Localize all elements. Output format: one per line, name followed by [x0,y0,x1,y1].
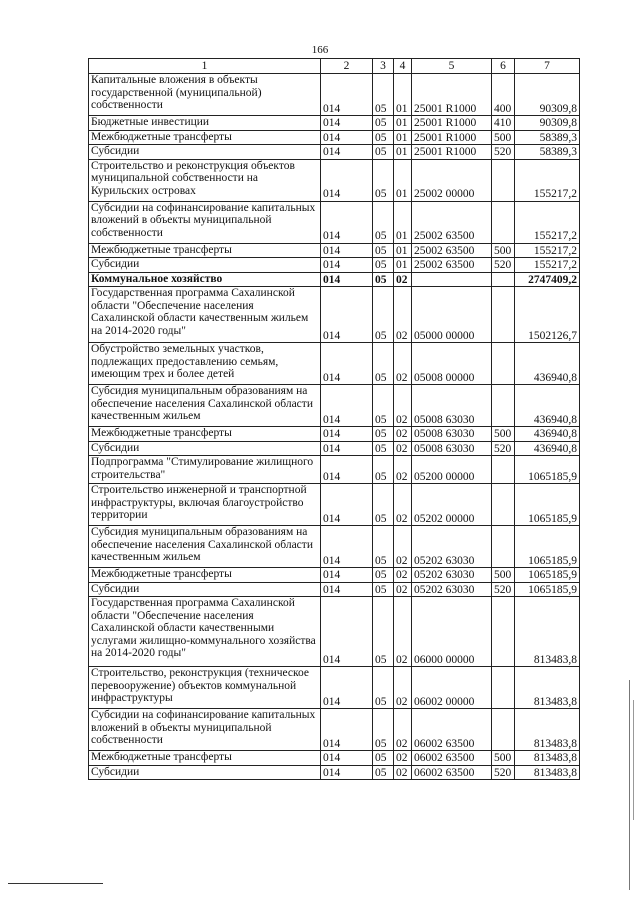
table-row [89,427,580,442]
target-article-code: 05202 63030 [412,582,492,597]
row-name: Государственная программа Сахалинской области "Обеспечение населения Сахалинской области качественными услугами жилищно-коммунального хозяйства на 2014-2020 годы" [89,597,321,667]
target-article-code: 05008 00000 [412,343,492,385]
row-name: Субсидии [89,145,321,160]
subsection-code: 02 [394,751,412,766]
row-name: Строительство и реконструкция объектов муниципальной собственности на Курильских островах [89,159,321,201]
section-code: 05 [373,709,394,751]
expense-type-code: 500 [492,130,515,145]
section-code: 05 [373,159,394,201]
grbs-code: 014 [321,427,373,442]
table-row [89,582,580,597]
section-code: 05 [373,456,394,484]
expense-type-code: 500 [492,568,515,583]
row-name: Строительство инженерной и транспортной инфраструктуры, включая благоустройство территории [89,484,321,526]
expense-type-code [492,159,515,201]
row-name: Субсидии [89,441,321,456]
table-row [89,568,580,583]
grbs-code: 014 [321,243,373,258]
subsection-code: 02 [394,709,412,751]
amount: 58389,3 [515,130,580,145]
amount: 813483,8 [515,751,580,766]
table-row [89,201,580,243]
expense-type-code: 520 [492,765,515,780]
target-article-code: 25002 63500 [412,258,492,273]
header-col-7: 7 [515,59,580,74]
table-row [89,159,580,201]
target-article-code: 06002 63500 [412,751,492,766]
amount: 436940,8 [515,385,580,427]
row-name: Субсидия муниципальным образованиям на обеспечение населения Сахалинской области качественным жильем [89,385,321,427]
subsection-code: 02 [394,385,412,427]
expense-type-code [492,526,515,568]
amount: 90309,8 [515,74,580,116]
target-article-code: 25001 R1000 [412,116,492,131]
page-number: 166 [311,44,329,56]
header-row [89,59,580,74]
expense-type-code: 500 [492,751,515,766]
subsection-code: 02 [394,568,412,583]
subsection-code: 01 [394,243,412,258]
table-row [89,258,580,273]
target-article-code: 05202 63030 [412,568,492,583]
subsection-code: 02 [394,287,412,343]
grbs-code: 014 [321,272,373,287]
section-code: 05 [373,145,394,160]
table-row [89,765,580,780]
subsection-code: 02 [394,765,412,780]
table-row [89,441,580,456]
section-code: 05 [373,597,394,667]
row-name: Подпрограмма "Стимулирование жилищного строительства" [89,456,321,484]
row-name: Межбюджетные трансферты [89,243,321,258]
row-name: Субсидии [89,582,321,597]
grbs-code: 014 [321,526,373,568]
amount: 90309,8 [515,116,580,131]
target-article-code: 25002 63500 [412,201,492,243]
target-article-code: 25001 R1000 [412,145,492,160]
section-code: 05 [373,385,394,427]
amount: 1065185,9 [515,484,580,526]
table-row [89,385,580,427]
subsection-code: 02 [394,427,412,442]
expense-type-code [492,667,515,709]
amount: 436940,8 [515,441,580,456]
target-article-code: 05008 63030 [412,385,492,427]
expense-type-code: 520 [492,145,515,160]
expense-type-code: 500 [492,243,515,258]
section-code: 05 [373,343,394,385]
table-body [89,74,580,780]
amount: 155217,2 [515,258,580,273]
grbs-code: 014 [321,441,373,456]
grbs-code: 014 [321,709,373,751]
grbs-code: 014 [321,484,373,526]
table-row [89,74,580,116]
target-article-code: 05200 00000 [412,456,492,484]
subsection-code: 01 [394,159,412,201]
target-article-code: 05008 63030 [412,441,492,456]
expense-type-code [492,343,515,385]
expense-type-code [492,272,515,287]
subsection-code: 02 [394,343,412,385]
section-code: 05 [373,74,394,116]
row-name: Субсидии [89,765,321,780]
subsection-code: 02 [394,456,412,484]
target-article-code: 25001 R1000 [412,74,492,116]
amount: 813483,8 [515,597,580,667]
section-code: 05 [373,427,394,442]
grbs-code: 014 [321,258,373,273]
subsection-code: 01 [394,74,412,116]
grbs-code: 014 [321,568,373,583]
subsection-code: 02 [394,667,412,709]
subsection-code: 01 [394,201,412,243]
section-code: 05 [373,765,394,780]
grbs-code: 014 [321,765,373,780]
row-name: Межбюджетные трансферты [89,130,321,145]
header-col-4: 4 [394,59,412,74]
section-code: 05 [373,568,394,583]
row-name: Субсидии на софинансирование капитальных вложений в объекты муниципальной собственности [89,709,321,751]
grbs-code: 014 [321,116,373,131]
margin-mark [629,680,630,890]
section-code: 05 [373,130,394,145]
target-article-code: 06002 63500 [412,709,492,751]
amount: 155217,2 [515,243,580,258]
subsection-code: 01 [394,130,412,145]
amount: 155217,2 [515,201,580,243]
target-article-code: 05000 00000 [412,287,492,343]
amount: 155217,2 [515,159,580,201]
expense-type-code [492,456,515,484]
grbs-code: 014 [321,343,373,385]
subsection-code: 02 [394,484,412,526]
grbs-code: 014 [321,385,373,427]
table-row [89,272,580,287]
table-row [89,130,580,145]
section-code: 05 [373,484,394,526]
amount: 813483,8 [515,667,580,709]
section-code: 05 [373,667,394,709]
section-code: 05 [373,258,394,273]
subsection-code: 02 [394,597,412,667]
amount: 58389,3 [515,145,580,160]
grbs-code: 014 [321,130,373,145]
grbs-code: 014 [321,159,373,201]
table-row [89,597,580,667]
section-code: 05 [373,116,394,131]
grbs-code: 014 [321,287,373,343]
target-article-code: 06002 00000 [412,667,492,709]
section-code: 05 [373,441,394,456]
grbs-code: 014 [321,456,373,484]
subsection-code: 01 [394,258,412,273]
target-article-code: 25001 R1000 [412,130,492,145]
row-name: Межбюджетные трансферты [89,427,321,442]
row-name: Межбюджетные трансферты [89,751,321,766]
expense-type-code [492,385,515,427]
amount: 1065185,9 [515,526,580,568]
amount: 1065185,9 [515,582,580,597]
expense-type-code: 520 [492,582,515,597]
header-col-2: 2 [321,59,373,74]
table-row [89,343,580,385]
expense-type-code [492,709,515,751]
grbs-code: 014 [321,667,373,709]
target-article-code: 05202 00000 [412,484,492,526]
target-article-code: 05008 63030 [412,427,492,442]
row-name: Обустройство земельных участков, подлежащих предоставлению семьям, имеющим трех и более детей [89,343,321,385]
table-row [89,751,580,766]
target-article-code: 06000 00000 [412,597,492,667]
amount: 1065185,9 [515,456,580,484]
expense-type-code [492,597,515,667]
row-name: Строительство, реконструкция (техническое перевооружение) объектов коммунальной инфраструктуры [89,667,321,709]
grbs-code: 014 [321,74,373,116]
target-article-code [412,272,492,287]
amount: 1502126,7 [515,287,580,343]
row-name: Коммунальное хозяйство [89,272,321,287]
table-row [89,484,580,526]
footnote-divider [8,883,103,884]
table-row [89,116,580,131]
target-article-code: 05202 63030 [412,526,492,568]
grbs-code: 014 [321,145,373,160]
subsection-code: 02 [394,526,412,568]
row-name: Межбюджетные трансферты [89,568,321,583]
table-row [89,145,580,160]
section-code: 05 [373,272,394,287]
amount: 1065185,9 [515,568,580,583]
amount: 813483,8 [515,765,580,780]
subsection-code: 01 [394,116,412,131]
expense-type-code [492,484,515,526]
table-row [89,243,580,258]
table-row [89,287,580,343]
target-article-code: 06002 63500 [412,765,492,780]
expense-type-code [492,201,515,243]
subsection-code: 02 [394,272,412,287]
expense-type-code: 500 [492,427,515,442]
amount: 436940,8 [515,343,580,385]
section-code: 05 [373,582,394,597]
row-name: Субсидии на софинансирование капитальных вложений в объекты муниципальной собственности [89,201,321,243]
grbs-code: 014 [321,582,373,597]
table-row [89,667,580,709]
grbs-code: 014 [321,751,373,766]
target-article-code: 25002 63500 [412,243,492,258]
row-name: Субсидия муниципальным образованиям на обеспечение населения Сахалинской области качественным жильем [89,526,321,568]
header-col-1: 1 [89,59,321,74]
table-row [89,456,580,484]
grbs-code: 014 [321,201,373,243]
target-article-code: 25002 00000 [412,159,492,201]
amount: 813483,8 [515,709,580,751]
subsection-code: 01 [394,145,412,160]
section-code: 05 [373,243,394,258]
row-name: Государственная программа Сахалинской области "Обеспечение населения Сахалинской области качественным жильем на 2014-2020 годы" [89,287,321,343]
section-code: 05 [373,751,394,766]
row-name: Субсидии [89,258,321,273]
expense-type-code: 520 [492,441,515,456]
expense-type-code [492,287,515,343]
header-col-6: 6 [492,59,515,74]
row-name: Капитальные вложения в объекты государственной (муниципальной) собственности [89,74,321,116]
subsection-code: 02 [394,441,412,456]
header-col-3: 3 [373,59,394,74]
section-code: 05 [373,201,394,243]
section-code: 05 [373,287,394,343]
amount: 436940,8 [515,427,580,442]
table-row [89,526,580,568]
budget-table [88,58,580,780]
subsection-code: 02 [394,582,412,597]
expense-type-code: 400 [492,74,515,116]
expense-type-code: 410 [492,116,515,131]
expense-type-code: 520 [492,258,515,273]
margin-mark [633,700,634,820]
header-col-5: 5 [412,59,492,74]
grbs-code: 014 [321,597,373,667]
row-name: Бюджетные инвестиции [89,116,321,131]
table-row [89,709,580,751]
section-code: 05 [373,526,394,568]
amount: 2747409,2 [515,272,580,287]
